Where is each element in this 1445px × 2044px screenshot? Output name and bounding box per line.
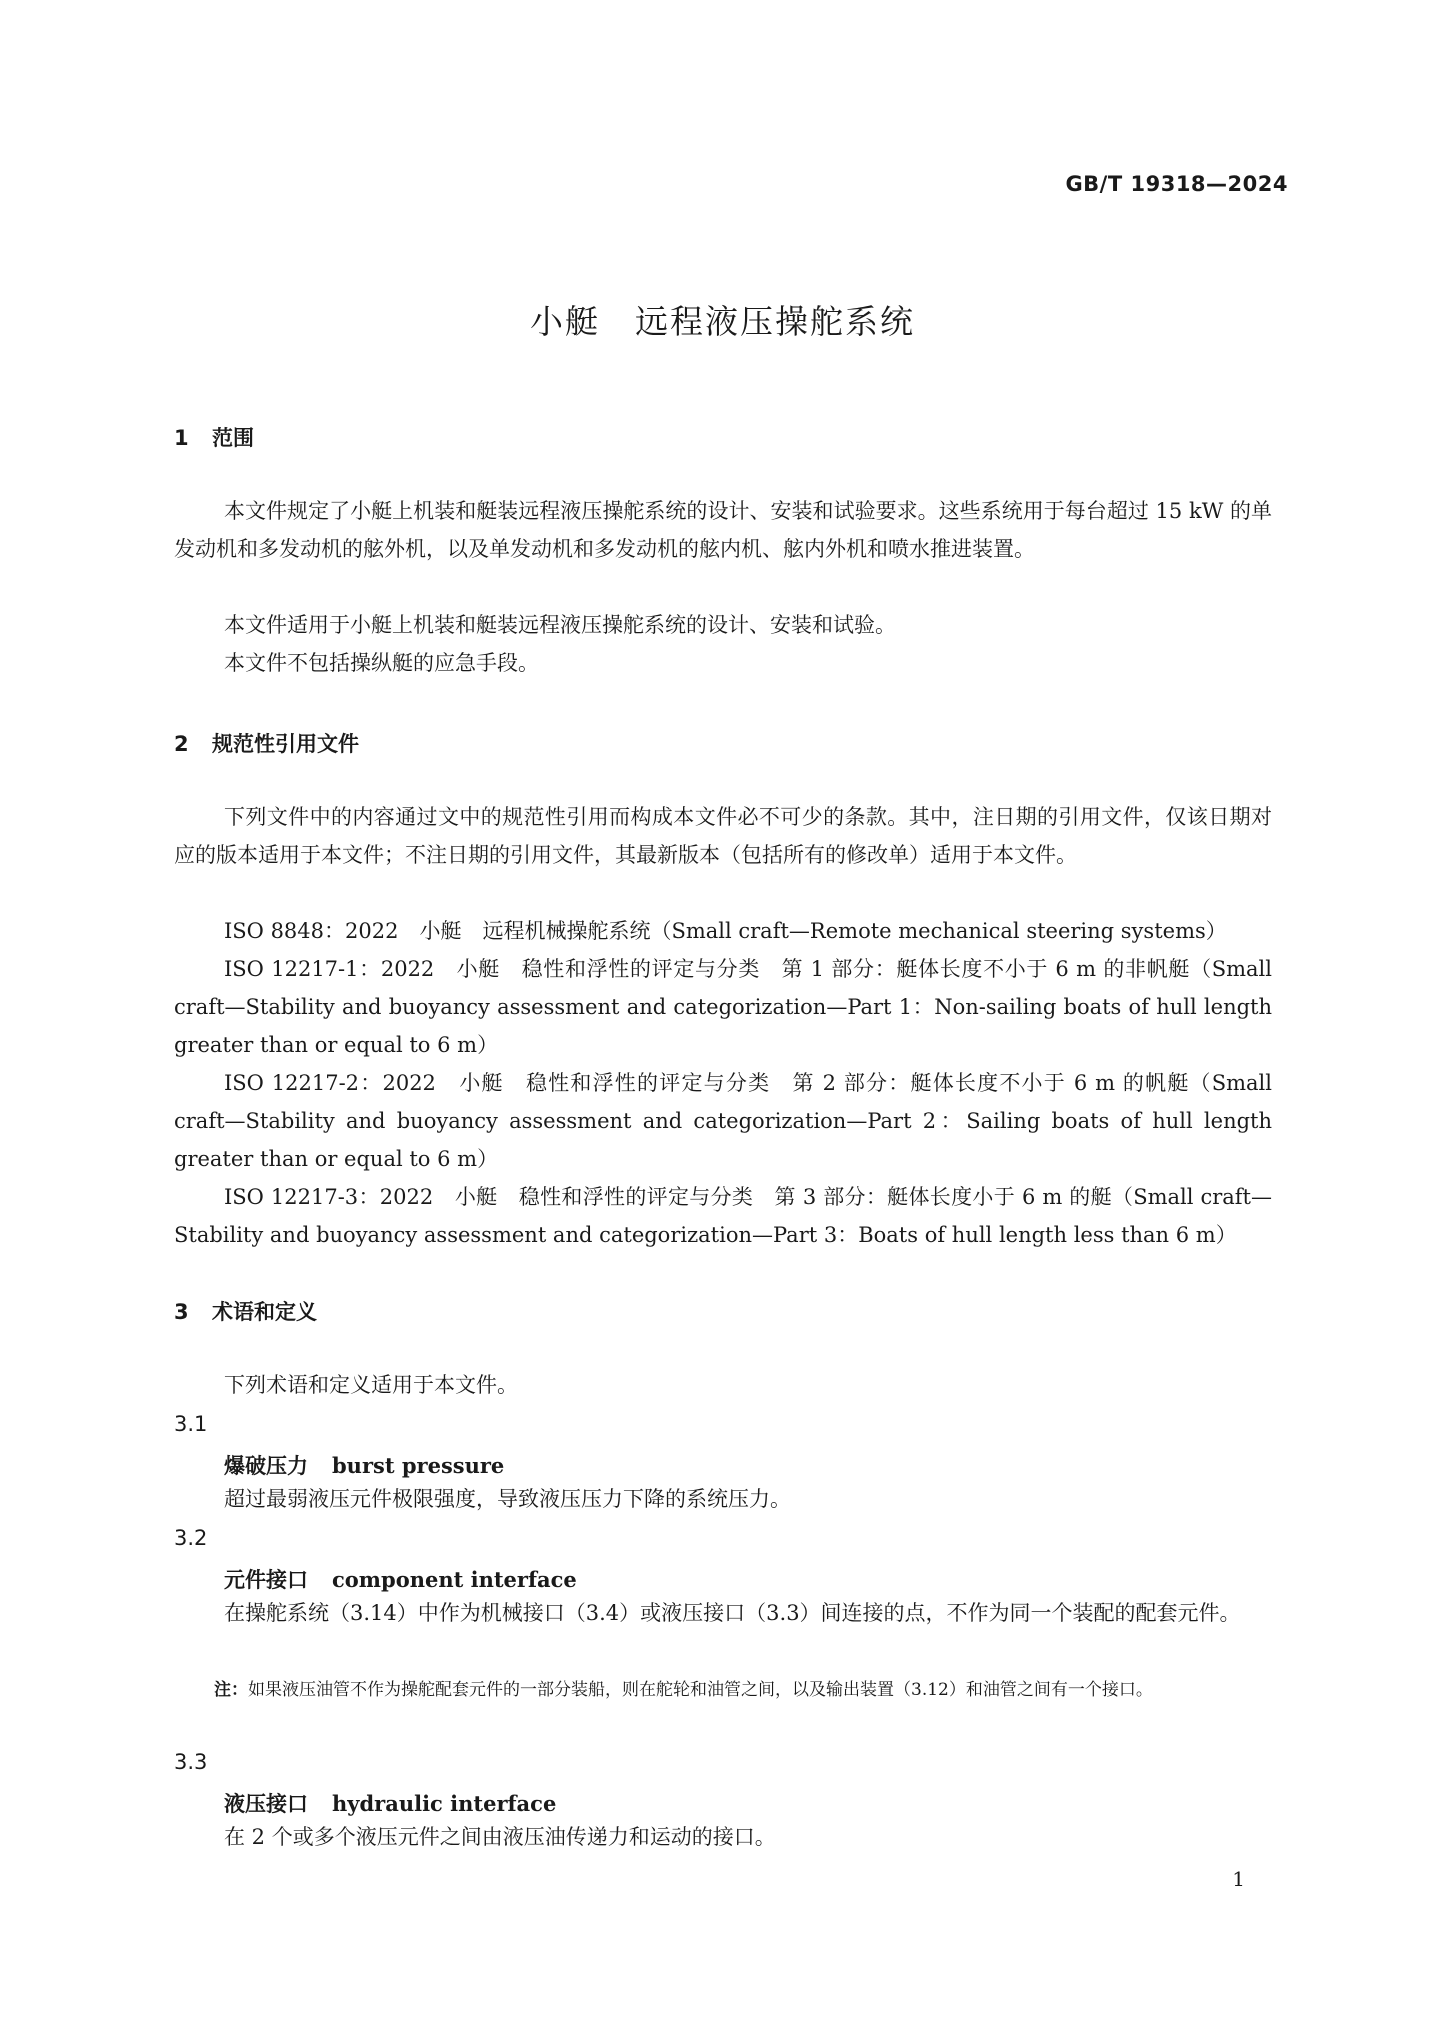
standard-code: GB/T 19318—2024 xyxy=(1065,172,1288,196)
reference-item: ISO 12217-3：2022 小艇 稳性和浮性的评定与分类 第 3 部分：艇体长度小于 6 m 的艇（Small craft—Stability and buoyancy assessment and categorization—Part 3：Boats of hull length less than 6 m） xyxy=(174,1185,1272,1247)
term-name-en: component interface xyxy=(332,1567,577,1592)
terms-intro: 下列术语和定义适用于本文件。 xyxy=(224,1373,518,1397)
reference-item: ISO 8848：2022 小艇 远程机械操舵系统（Small craft—Remote mechanical steering systems） xyxy=(224,919,1227,943)
scope-paragraph-2: 本文件适用于小艇上机装和艇装远程液压操舵系统的设计、安装和试验。 xyxy=(224,613,896,637)
reference-item: ISO 12217-2：2022 小艇 稳性和浮性的评定与分类 第 2 部分：艇体长度不小于 6 m 的帆艇（Small craft—Stability and buoyancy assessment and categorization—Part 2：Sailing boats of hull length greater than or equal to 6 m） xyxy=(174,1071,1272,1171)
term-number: 3.1 xyxy=(174,1412,208,1436)
term-definition: 在操舵系统（3.14）中作为机械接口（3.4）或液压接口（3.3）间连接的点，不作为同一个装配的配套元件。 xyxy=(224,1601,1241,1625)
section-title: 规范性引用文件 xyxy=(212,732,359,756)
term-name-zh: 液压接口 xyxy=(224,1792,308,1816)
scope-paragraph-1: 本文件规定了小艇上机装和艇装远程液压操舵系统的设计、安装和试验要求。这些系统用于每台超过 15 kW 的单发动机和多发动机的舷外机，以及单发动机和多发动机的舷内机、舷内外机和喷水推进装置。 xyxy=(174,499,1272,561)
term-name-en: hydraulic interface xyxy=(332,1791,557,1816)
section-number: 1 xyxy=(174,426,189,450)
section-number: 3 xyxy=(174,1300,189,1324)
term-definition: 超过最弱液压元件极限强度，导致液压压力下降的系统压力。 xyxy=(224,1487,791,1511)
section-number: 2 xyxy=(174,732,189,756)
term-name-zh: 元件接口 xyxy=(224,1568,308,1592)
term-name xyxy=(224,1450,504,1480)
term-note xyxy=(214,1674,1316,1706)
note-label: 注： xyxy=(214,1680,248,1700)
term-name-zh: 爆破压力 xyxy=(224,1454,308,1478)
term-definition: 在 2 个或多个液压元件之间由液压油传递力和运动的接口。 xyxy=(224,1825,776,1849)
term-number: 3.2 xyxy=(174,1526,208,1550)
note-text: 如果液压油管不作为操舵配套元件的一部分装船，则在舵轮和油管之间，以及输出装置（3.12）和油管之间有一个接口。 xyxy=(248,1680,1153,1700)
term-name xyxy=(224,1788,556,1818)
section-heading-scope xyxy=(174,422,254,452)
normative-intro: 下列文件中的内容通过文中的规范性引用而构成本文件必不可少的条款。其中，注日期的引用文件，仅该日期对应的版本适用于本文件；不注日期的引用文件，其最新版本（包括所有的修改单）适用于本文件。 xyxy=(174,805,1272,867)
document-title: 小艇 远程液压操舵系统 xyxy=(530,302,915,341)
term-name xyxy=(224,1564,577,1594)
term-name-en: burst pressure xyxy=(332,1453,505,1478)
section-title: 术语和定义 xyxy=(212,1300,317,1324)
term-number: 3.3 xyxy=(174,1750,208,1774)
section-title: 范围 xyxy=(212,426,254,450)
page-number: 1 xyxy=(1232,1867,1245,1891)
reference-item: ISO 12217-1：2022 小艇 稳性和浮性的评定与分类 第 1 部分：艇体长度不小于 6 m 的非帆艇（Small craft—Stability and buoyancy assessment and categorization—Part 1：Non-sailing boats of hull length greater than or equal to 6 m） xyxy=(174,957,1272,1057)
scope-paragraph-3: 本文件不包括操纵艇的应急手段。 xyxy=(224,651,539,675)
section-heading-normative xyxy=(174,728,359,758)
section-heading-terms xyxy=(174,1296,317,1326)
